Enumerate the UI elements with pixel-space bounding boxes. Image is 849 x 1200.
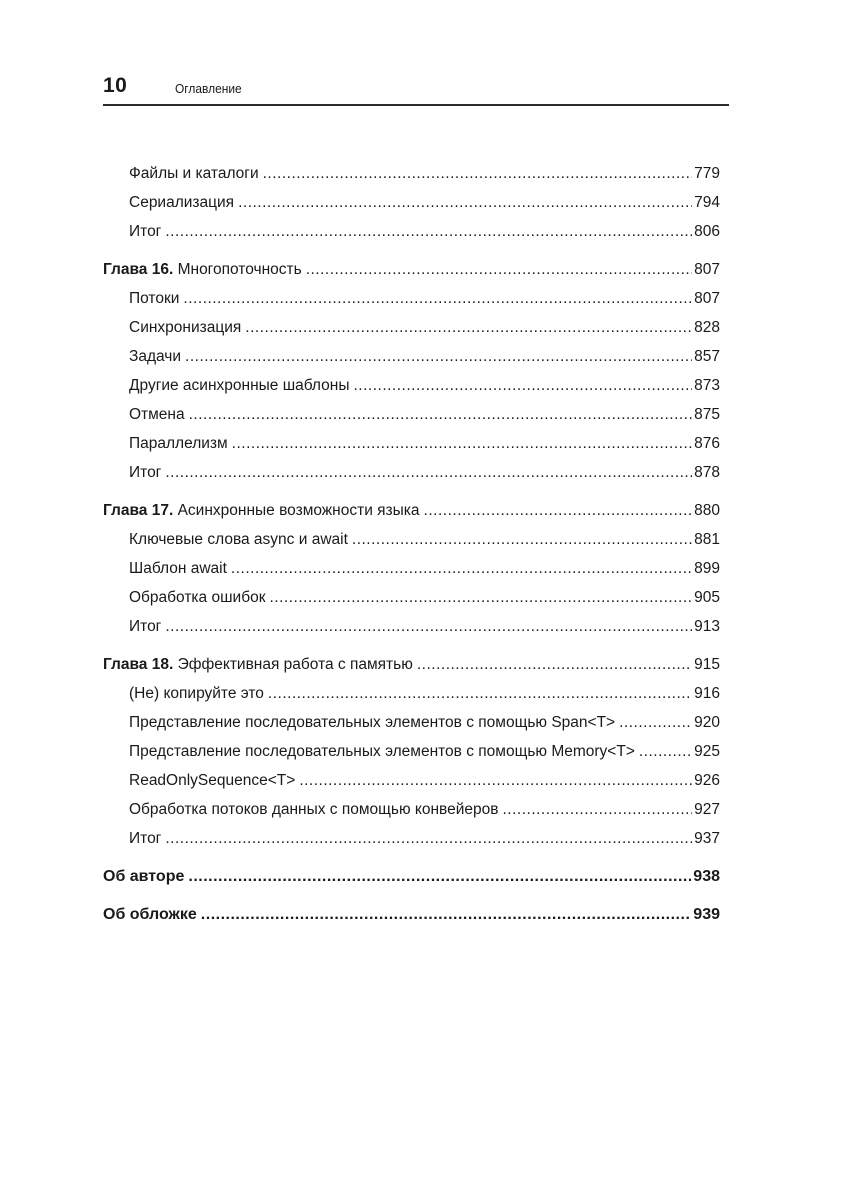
toc-entry-page: 925 [694, 743, 720, 760]
dot-leader [188, 862, 691, 891]
toc-entry-page: 916 [694, 685, 720, 702]
toc-entry-title: Шаблон await [129, 560, 227, 577]
toc-entry-title: Об обложке [103, 906, 197, 923]
toc-entry-page: 939 [693, 906, 720, 923]
dot-leader [232, 429, 692, 458]
toc-entry-title: Итог [129, 830, 162, 847]
toc-entry[interactable] [103, 284, 720, 313]
toc-entry[interactable] [103, 313, 720, 342]
toc-entry[interactable] [103, 583, 720, 612]
toc-entry-page: 899 [694, 560, 720, 577]
toc-entry[interactable] [103, 371, 720, 400]
toc-entry-page: 807 [694, 290, 720, 307]
toc-entry-title: Параллелизм [129, 435, 228, 452]
chapter-name: Многопоточность [177, 261, 302, 278]
toc-entry-title: Другие асинхронные шаблоны [129, 377, 350, 394]
toc-entry-page: 873 [694, 377, 720, 394]
toc-entry-page: 937 [694, 830, 720, 847]
toc-entry[interactable] [103, 554, 720, 583]
toc-entry-title: Ключевые слова async и await [129, 531, 348, 548]
toc-entry-page: 920 [694, 714, 720, 731]
toc-entry[interactable] [103, 795, 720, 824]
toc-entry-title: Задачи [129, 348, 182, 365]
toc-entry[interactable] [103, 217, 720, 246]
toc-entry[interactable] [103, 737, 720, 766]
toc-entry[interactable] [103, 708, 720, 737]
chapter-name: Эффективная работа с памятью [177, 656, 413, 673]
toc-entry-page: 875 [694, 406, 720, 423]
toc-entry-page: 927 [694, 801, 720, 818]
toc-entry-about-cover[interactable] [103, 900, 720, 929]
dot-leader [165, 612, 692, 641]
toc-entry-page: 881 [694, 531, 720, 548]
toc-entry-title: Отмена [129, 406, 185, 423]
toc-entry-title: Итог [129, 223, 162, 240]
toc-entry-title: ReadOnlySequence<T> [129, 772, 296, 789]
toc-entry-page: 876 [694, 435, 720, 452]
dot-leader [189, 400, 693, 429]
toc-entry-page: 880 [694, 502, 720, 519]
toc-entry[interactable] [103, 679, 720, 708]
chapter-label: Глава 17. [103, 502, 174, 519]
toc-chapter-title [103, 255, 302, 284]
dot-leader [352, 525, 692, 554]
toc-entry-title: Обработка ошибок [129, 589, 266, 606]
toc-entry-title: Файлы и каталоги [129, 165, 259, 182]
dot-leader [165, 458, 692, 487]
toc-entry-title: Синхронизация [129, 319, 242, 336]
chapter-label: Глава 18. [103, 656, 174, 673]
dot-leader [299, 766, 692, 795]
toc-entry-page: 878 [694, 464, 720, 481]
toc-entry-title: Об авторе [103, 868, 185, 885]
dot-leader [269, 583, 692, 612]
toc-entry[interactable] [103, 188, 720, 217]
chapter-name: Асинхронные возможности языка [177, 502, 420, 519]
page-number: 10 [103, 74, 128, 97]
chapter-label: Глава 16. [103, 261, 174, 278]
dot-leader [619, 708, 692, 737]
toc-entry[interactable] [103, 766, 720, 795]
toc-entry-page: 857 [694, 348, 720, 365]
toc-entry-title: Итог [129, 618, 162, 635]
toc-entry[interactable] [103, 342, 720, 371]
toc-entry-title: Представление последовательных элементов с помощью Span<T> [129, 714, 616, 731]
toc-entry-page: 938 [693, 868, 720, 885]
dot-leader [185, 342, 692, 371]
toc-entry-about-author[interactable] [103, 862, 720, 891]
table-of-contents [103, 159, 720, 929]
toc-entry-title: (Не) копируйте это [129, 685, 264, 702]
toc-entry[interactable] [103, 159, 720, 188]
toc-chapter-18[interactable] [103, 650, 720, 679]
toc-entry[interactable] [103, 525, 720, 554]
dot-leader [424, 496, 693, 525]
toc-entry-title: Обработка потоков данных с помощью конвейеров [129, 801, 499, 818]
toc-entry-page: 926 [694, 772, 720, 789]
toc-chapter-title [103, 650, 413, 679]
dot-leader [165, 824, 692, 853]
dot-leader [268, 679, 692, 708]
toc-entry-title: Сериализация [129, 194, 235, 211]
toc-entry-page: 828 [694, 319, 720, 336]
toc-entry-title: Итог [129, 464, 162, 481]
dot-leader [502, 795, 692, 824]
dot-leader [245, 313, 692, 342]
dot-leader [183, 284, 692, 313]
dot-leader [353, 371, 692, 400]
dot-leader [417, 650, 692, 679]
dot-leader [165, 217, 692, 246]
toc-entry-page: 779 [694, 165, 720, 182]
toc-chapter-title [103, 496, 420, 525]
toc-entry-page: 915 [694, 656, 720, 673]
dot-leader [201, 900, 692, 929]
toc-entry-page: 913 [694, 618, 720, 635]
dot-leader [639, 737, 692, 766]
toc-entry[interactable] [103, 458, 720, 487]
toc-entry[interactable] [103, 400, 720, 429]
running-title: Оглавление [175, 81, 242, 96]
toc-entry-page: 905 [694, 589, 720, 606]
toc-entry-page: 806 [694, 223, 720, 240]
toc-entry[interactable] [103, 429, 720, 458]
toc-entry-title: Потоки [129, 290, 180, 307]
page-header [103, 72, 729, 106]
toc-entry-page: 807 [694, 261, 720, 278]
toc-chapter-17[interactable] [103, 496, 720, 525]
toc-entry-page: 794 [694, 194, 720, 211]
dot-leader [263, 159, 693, 188]
toc-entry[interactable] [103, 824, 720, 853]
dot-leader [231, 554, 692, 583]
toc-chapter-16[interactable] [103, 255, 720, 284]
dot-leader [238, 188, 692, 217]
toc-entry[interactable] [103, 612, 720, 641]
dot-leader [306, 255, 692, 284]
toc-entry-title: Представление последовательных элементов с помощью Memory<T> [129, 743, 635, 760]
